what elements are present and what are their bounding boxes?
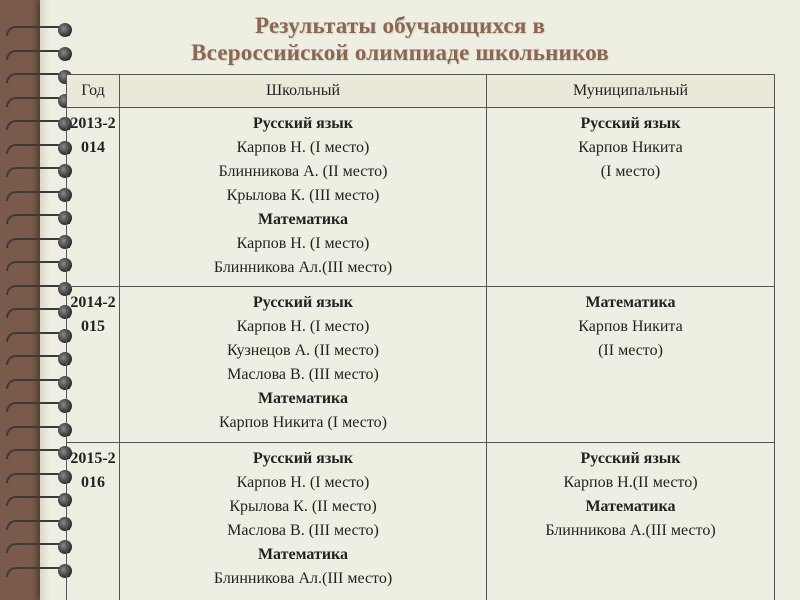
school-cell [120,108,487,287]
result-entry: Блинникова Ал.(III место) [213,570,393,587]
result-entry: Карпов Н.(II место) [563,474,698,491]
subject-label: Русский язык [580,450,681,467]
header-school: Школьный [120,75,487,108]
subject-label: Русский язык [580,115,681,132]
year-cell: 2015-2016 [67,443,120,600]
result-entry: Блинникова А. (II место) [218,163,388,180]
subject-label: Математика [257,546,349,563]
year-cell: 2013-2014 [67,108,120,287]
school-cell [120,443,487,600]
results-table [66,74,775,600]
subject-label: Математика [257,390,349,407]
subject-label: Математика [585,498,676,515]
result-entry: Блинникова Ал.(III место) [213,259,393,276]
result-entry: Блинникова А.(III место) [545,522,716,539]
school-cell [120,287,487,443]
subject-label: Математика [257,211,349,228]
result-entry: Карпов Н. (I место) [236,474,370,491]
page-title [0,12,800,66]
subject-label: Русский язык [253,294,353,311]
header-municipal: Муниципальный [487,75,775,108]
subject-label: Математика [585,294,676,311]
table-header-row [67,75,775,108]
result-entry: Карпов Никита [578,318,683,335]
table-row [67,443,775,600]
result-entry: Карпов Н. (I место) [236,318,370,335]
header-year: Год [67,75,120,108]
results-table-container [66,74,776,600]
title-line-2: Всероссийской олимпиаде школьников [191,40,609,65]
table-row [67,287,775,443]
result-entry: Карпов Никита (I место) [219,414,387,431]
result-entry: Карпов Н. (I место) [236,139,370,156]
result-entry: Карпов Н. (I место) [236,235,370,252]
title-line-1: Результаты обучающихся в [254,13,546,38]
result-entry: Маслова В. (III место) [227,522,379,539]
result-entry: Карпов Никита [578,139,683,156]
table-row [67,108,775,287]
subject-label: Русский язык [253,115,353,132]
municipal-cell [487,108,775,287]
result-entry: Крылова К. (II место) [229,498,377,515]
result-entry: Маслова В. (III место) [227,366,379,383]
result-entry: (I место) [600,163,661,180]
result-entry: Крылова К. (III место) [226,187,380,204]
year-cell: 2014-2015 [67,287,120,443]
municipal-cell [487,287,775,443]
result-entry: Кузнецов А. (II место) [227,342,379,359]
subject-label: Русский язык [253,450,353,467]
result-entry: (II место) [598,342,663,359]
municipal-cell [487,443,775,600]
